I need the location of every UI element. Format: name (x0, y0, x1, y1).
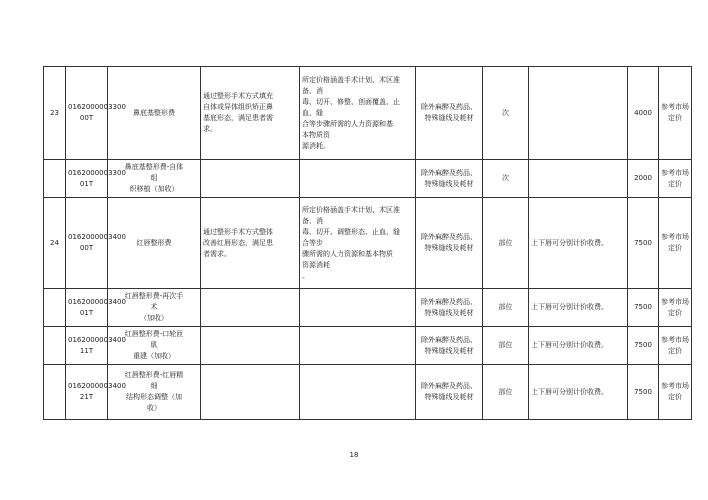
item-name-cell: 红唇整形费-再次手 术 （加收） (108, 289, 201, 327)
description-cell: 通过整形手术方式整体 改善红唇形态，满足患 者需求。 (201, 198, 300, 289)
code-cell: 0162000003400 21T (66, 365, 108, 420)
unit-cell: 次 (483, 67, 529, 160)
content-cell (300, 365, 416, 420)
code-cell: 0162000003300 00T (66, 67, 108, 160)
note-cell: 上下唇可分别计价收费。 (529, 365, 628, 420)
table-row (44, 160, 692, 198)
table-row (44, 198, 692, 289)
price-cell: 7500 (628, 198, 659, 289)
content-cell: 所定价格涵盖手术计划、术区准 备、消 毒、切开、修整、创面覆盖、止 血、缝 合等步骤所需的人力资源和基 本物质资 源消耗。 (300, 67, 416, 160)
content-cell (300, 327, 416, 365)
item-name-cell: 红唇整形费-红唇精 细 结构形态调整（加 收） (108, 365, 201, 420)
item-name-cell: 鼻底基整形费 (108, 67, 201, 160)
note-cell: 上下唇可分别计价收费。 (529, 289, 628, 327)
item-name-cell: 鼻底基整形费-自体 组 织移植（加收） (108, 160, 201, 198)
seq-cell (44, 365, 66, 420)
seq-cell (44, 327, 66, 365)
pricing-method-cell: 参考市场 定价 (659, 198, 692, 289)
excluded-cell: 除外麻醉及药品、 特殊缝线及耗材 (416, 327, 483, 365)
description-cell: 通过整形手术方式填充 自体或异体组织矫正鼻 基底形态，满足患者需 求。 (201, 67, 300, 160)
pricing-method-cell: 参考市场 定价 (659, 289, 692, 327)
price-cell: 7500 (628, 289, 659, 327)
code-cell: 0162000003400 11T (66, 327, 108, 365)
item-name-cell: 红唇整形费-口轮匝 肌 重建（加收） (108, 327, 201, 365)
price-cell: 7500 (628, 327, 659, 365)
pricing-method-cell: 参考市场 定价 (659, 365, 692, 420)
seq-cell: 23 (44, 67, 66, 160)
note-cell (529, 160, 628, 198)
seq-cell (44, 160, 66, 198)
unit-cell: 部位 (483, 365, 529, 420)
note-cell (529, 67, 628, 160)
price-cell: 4000 (628, 67, 659, 160)
description-cell (201, 327, 300, 365)
table-row (44, 67, 692, 160)
description-cell (201, 289, 300, 327)
unit-cell: 部位 (483, 198, 529, 289)
price-cell: 2000 (628, 160, 659, 198)
pricing-method-cell: 参考市场 定价 (659, 67, 692, 160)
seq-cell: 24 (44, 198, 66, 289)
unit-cell: 次 (483, 160, 529, 198)
pricing-method-cell: 参考市场 定价 (659, 160, 692, 198)
code-cell: 0162000003400 00T (66, 198, 108, 289)
code-cell: 0162000003400 01T (66, 289, 108, 327)
excluded-cell: 除外麻醉及药品、 特殊缝线及耗材 (416, 198, 483, 289)
note-cell: 上下唇可分别计价收费。 (529, 198, 628, 289)
excluded-cell: 除外麻醉及药品、 特殊缝线及耗材 (416, 365, 483, 420)
table-row (44, 289, 692, 327)
excluded-cell: 除外麻醉及药品、 特殊缝线及耗材 (416, 67, 483, 160)
fee-table (43, 66, 692, 420)
excluded-cell: 除外麻醉及药品、 特殊缝线及耗材 (416, 160, 483, 198)
price-cell: 7500 (628, 365, 659, 420)
unit-cell: 部位 (483, 289, 529, 327)
content-cell (300, 289, 416, 327)
pricing-method-cell: 参考市场 定价 (659, 327, 692, 365)
excluded-cell: 除外麻醉及药品、 特殊缝线及耗材 (416, 289, 483, 327)
table-row (44, 365, 692, 420)
description-cell (201, 365, 300, 420)
description-cell (201, 160, 300, 198)
item-name-cell: 红唇整形费 (108, 198, 201, 289)
table-row (44, 327, 692, 365)
page-number: 18 (349, 451, 359, 459)
note-cell: 上下唇可分别计价收费。 (529, 327, 628, 365)
seq-cell (44, 289, 66, 327)
content-cell (300, 160, 416, 198)
code-cell: 0162000003300 01T (66, 160, 108, 198)
unit-cell: 部位 (483, 327, 529, 365)
content-cell: 所定价格涵盖手术计划、术区准 备、消 毒、切开、调整形态、止血、缝 合等步 骤所需的人力资源和基本物质 资源消耗 。 (300, 198, 416, 289)
